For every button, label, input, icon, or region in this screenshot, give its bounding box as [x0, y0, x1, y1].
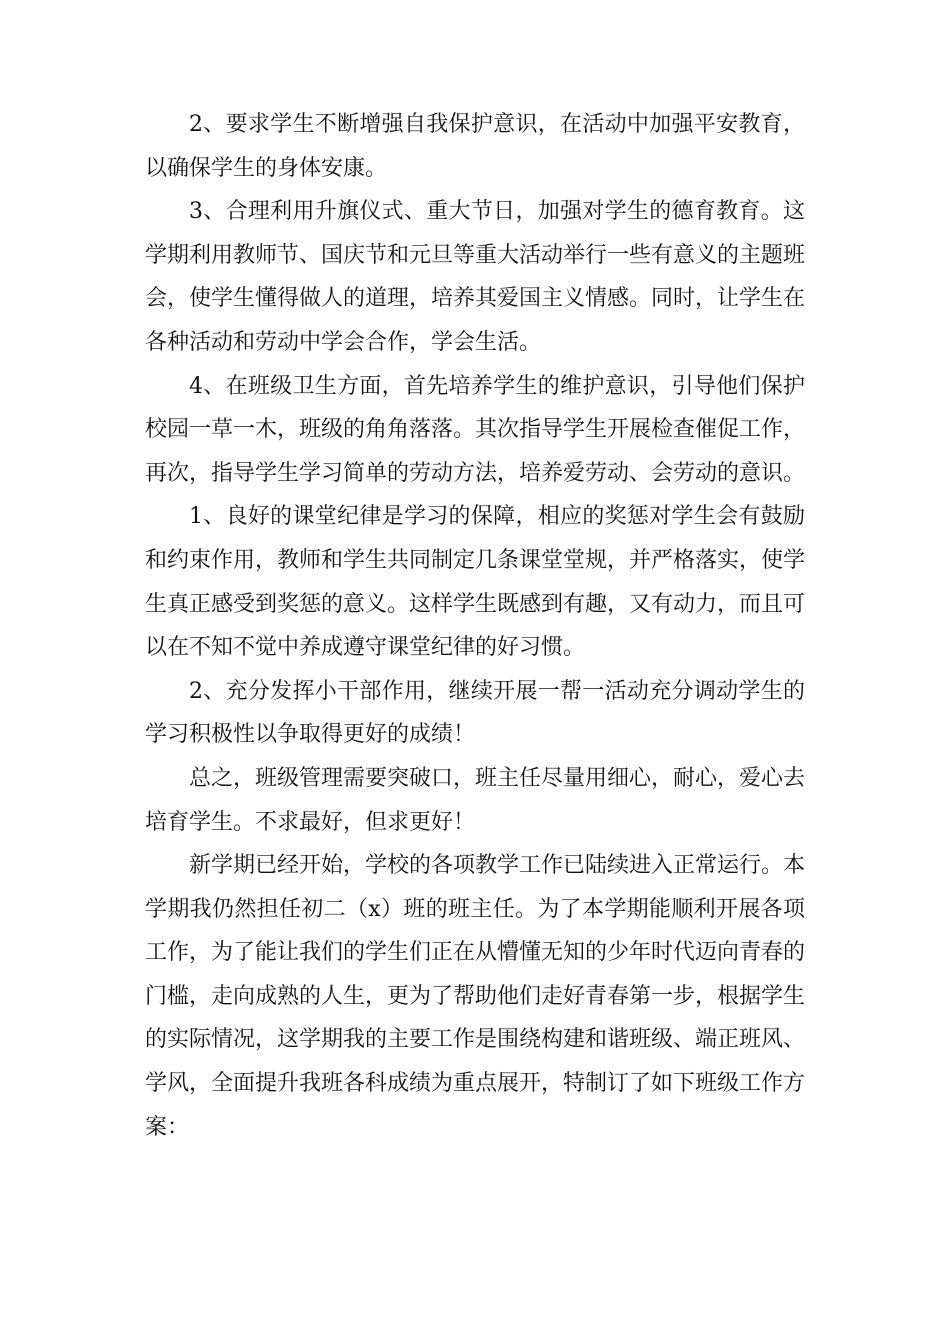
paragraph-new-semester: 新学期已经开始，学校的各项教学工作已陆续进入正常运行。本学期我仍然担任初二（x）班的班主任。为了本学期能顺利开展各项工作，为了能让我们的学生们正在从懵懂无知的少年时代迈向青春的门槛，走向成熟的人生，更为了帮助他们走好青春第一步，根据学生的实际情况，这学期我的主要工作是围绕构建和谐班级、端正班风、学风，全面提升我班各科成绩为重点展开，特制订了如下班级工作方案： [145, 853, 806, 1140]
paragraph-moral-education: 3、合理利用升旗仪式、重大节日，加强对学生的德育教育。这学期利用教师节、国庆节和元旦等重大活动举行一些有意义的主题班会，使学生懂得做人的道理，培养其爱国主义情感。同时，让学生在各种活动和劳动中学会合作，学会生活。 [145, 199, 806, 355]
paragraph-student-cadres: 2、充分发挥小干部作用，继续开展一帮一活动充分调动学生的学习积极性以争取得更好的成绩！ [145, 678, 805, 748]
paragraph-classroom-discipline: 1、良好的课堂纪律是学习的保障，相应的奖惩对学生会有鼓励和约束作用，教师和学生共同制定几条课堂堂规，并严格落实，使学生真正感受到奖惩的意义。这样学生既感到有趣，又有动力，而且可以在不知不觉中养成遵守课堂纪律的好习惯。 [145, 504, 806, 661]
paragraph-safety-awareness: 2、要求学生不断增强自我保护意识，在活动中加强平安教育，以确保学生的身体安康。 [145, 112, 805, 181]
paragraph-class-hygiene: 4、在班级卫生方面，首先培养学生的维护意识，引导他们保护校园一草一木，班级的角角落落。其次指导学生开展检查催促工作，再次，指导学生学习简单的劳动方法，培养爱劳动、会劳动的意识。 [145, 373, 806, 486]
document-body [145, 103, 805, 1149]
paragraph-summary: 总之，班级管理需要突破口，班主任尽量用细心，耐心，爱心去培育学生。不求最好，但求更好！ [145, 765, 806, 835]
